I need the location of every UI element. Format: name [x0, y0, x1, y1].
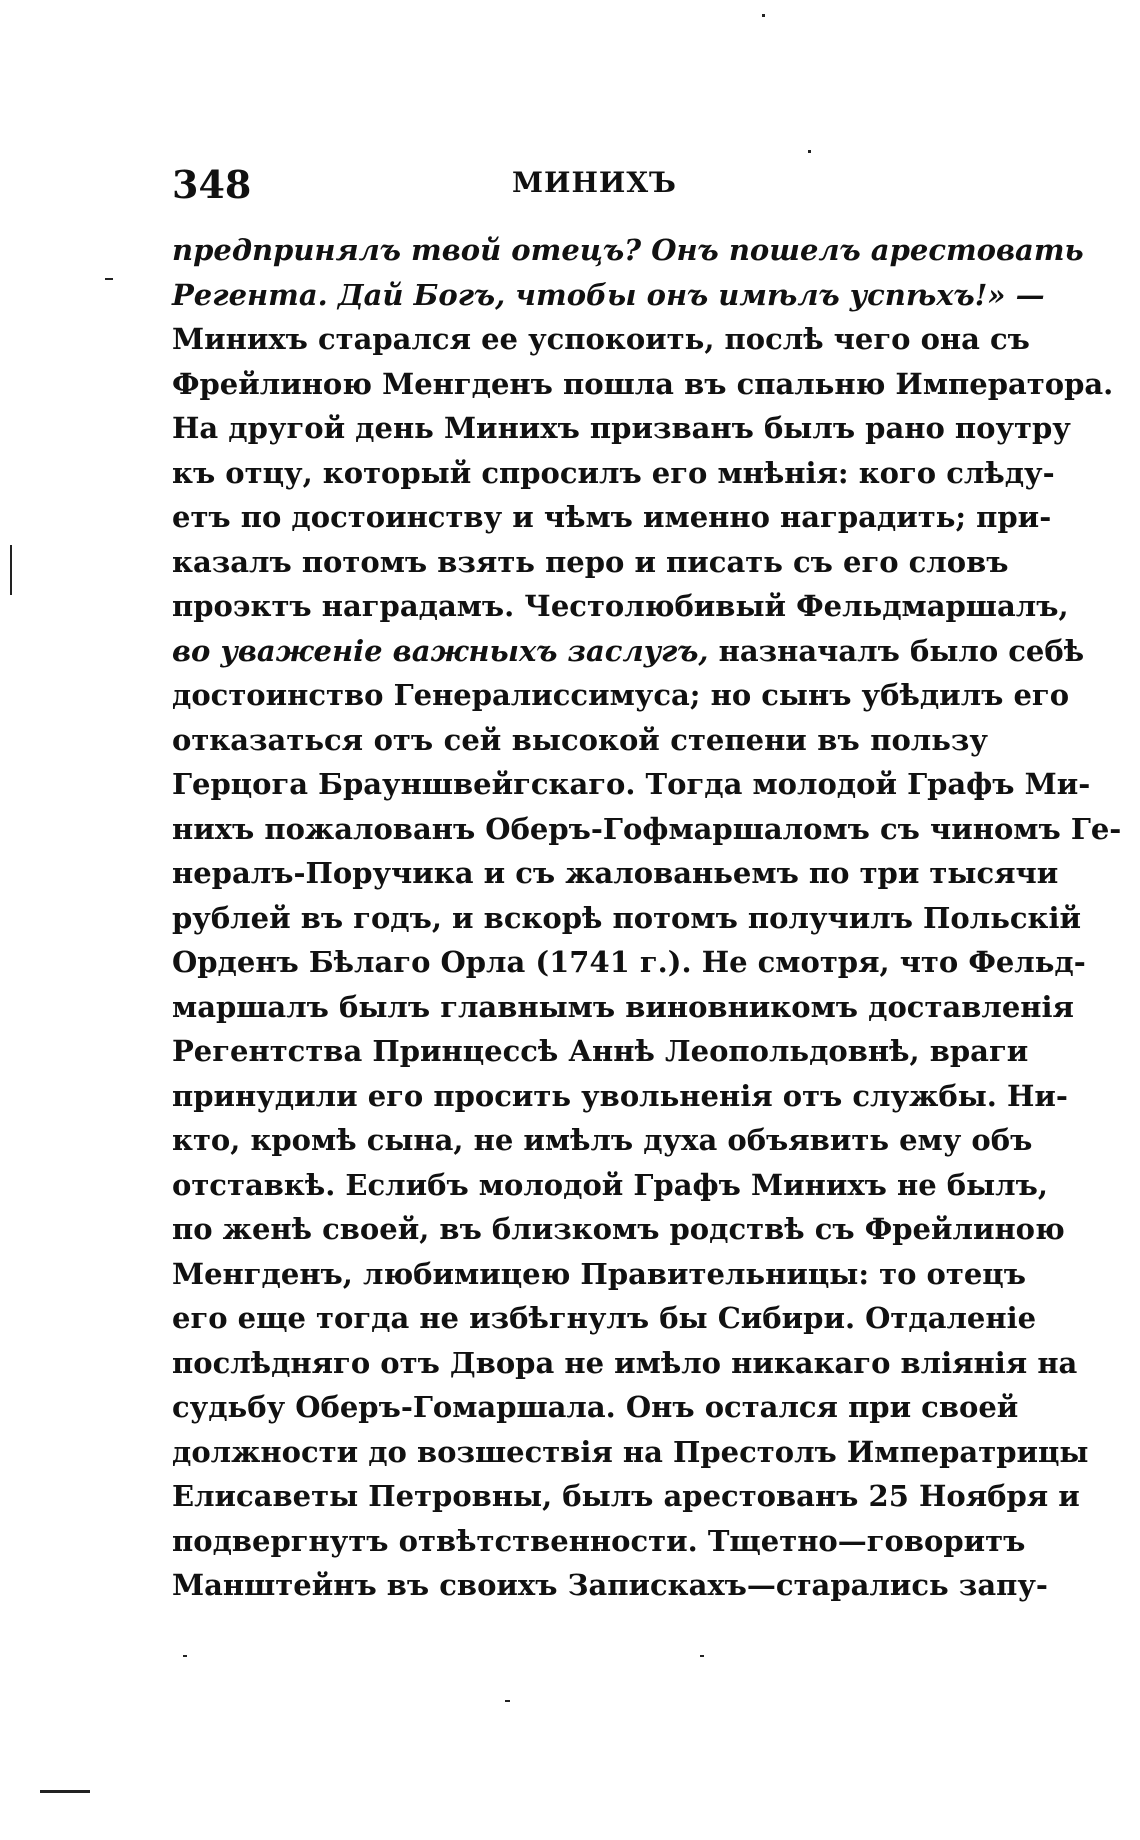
scan-margin-mark — [40, 1790, 90, 1793]
text-line: судьбу Оберъ-Гомаршала. Онъ остался при своей — [172, 1390, 1019, 1424]
text-line: казалъ потомъ взять перо и писать съ его словъ — [172, 544, 1009, 579]
scan-dot — [183, 1655, 187, 1657]
text-line: На другой день Минихъ призванъ былъ рано поутру — [172, 411, 1071, 445]
text-line: етъ по достоинству и чѣмъ именно наградить; при- — [172, 500, 1052, 534]
text-line: его еще тогда не избѣгнулъ бы Сибири. Отдаленіе — [172, 1301, 1037, 1335]
scan-dot — [700, 1655, 704, 1657]
text-line: маршалъ былъ главнымъ виновникомъ доставленія — [172, 989, 1074, 1024]
text-line: кто, кромѣ сына, не имѣлъ духа объявить ему объ — [172, 1123, 1033, 1157]
text-line: Герцога Брауншвейгскаго. Тогда молодой Графъ Ми- — [172, 767, 1091, 801]
text-line: принудили его просить увольненія отъ службы. Ни- — [172, 1078, 1068, 1113]
text-line: проэктъ наградамъ. Честолюбивый Фельдмаршалъ, — [172, 589, 1069, 623]
text-line: Елисаветы Петровны, былъ арестованъ 25 Ноября и — [172, 1479, 1080, 1513]
text-line: Манштейнъ въ своихъ Запискахъ—старались запу- — [172, 1568, 1048, 1602]
text-line: къ отцу, который спросилъ его мнѣнія: кого слѣду- — [172, 455, 1055, 490]
text-line: предпринялъ твой отецъ? Онъ пошелъ арестовать — [172, 233, 1084, 267]
text-line-mixed — [172, 629, 1085, 674]
scan-dot — [762, 14, 765, 17]
page-header — [172, 162, 982, 212]
scan-dot — [505, 1700, 510, 1702]
text-line: Фрейлиною Менгденъ пошла въ спальню Императора. — [172, 366, 1114, 401]
text-line: нералъ-Поручика и съ жалованьемъ по три тысячи — [172, 856, 1059, 890]
text-line: отказаться отъ сей высокой степени въ пользу — [172, 722, 988, 757]
text-line: Орденъ Бѣлаго Орла (1741 г.). Не смотря, что Фельд- — [172, 945, 1086, 979]
text-line: рублей въ годъ, и вскорѣ потомъ получилъ Польскій — [172, 900, 1082, 935]
text-line: Минихъ старался ее успокоить, послѣ чего она съ — [172, 322, 1030, 356]
text-line: Регента. Дай Богъ, чтобы онъ имѣлъ успѣхъ!» — — [172, 277, 1045, 312]
page-number: 348 — [172, 162, 252, 207]
scan-margin-mark — [105, 278, 113, 280]
text-line: нихъ пожалованъ Оберъ-Гофмаршаломъ съ чиномъ Ге- — [172, 811, 1122, 846]
text-line: Регентства Принцессѣ Аннѣ Леопольдовнѣ, враги — [172, 1034, 1029, 1068]
body-text — [172, 228, 1122, 1608]
italic-phrase: во уваженіе важныхъ заслугъ, — [172, 633, 709, 668]
scan-margin-mark — [10, 545, 12, 595]
text-line: Менгденъ, любимицею Правительницы: то отецъ — [172, 1256, 1026, 1291]
text-line: отставкѣ. Еслибъ молодой Графъ Минихъ не былъ, — [172, 1167, 1048, 1202]
text-line: по женѣ своей, въ близкомъ родствѣ съ Фрейлиною — [172, 1212, 1065, 1246]
text-line: достоинство Генералиссимуса; но сынъ убѣдилъ его — [172, 678, 1070, 712]
scan-dot — [808, 150, 811, 153]
text-line: подвергнутъ отвѣтственности. Тщетно—говоритъ — [172, 1523, 1026, 1558]
plain-phrase: назначалъ было себѣ — [708, 633, 1085, 668]
running-head: МИНИХЪ — [512, 166, 677, 199]
text-line: послѣдняго отъ Двора не имѣло никакаго вліянія на — [172, 1345, 1078, 1380]
text-line: должности до возшествія на Престолъ Императрицы — [172, 1434, 1089, 1469]
